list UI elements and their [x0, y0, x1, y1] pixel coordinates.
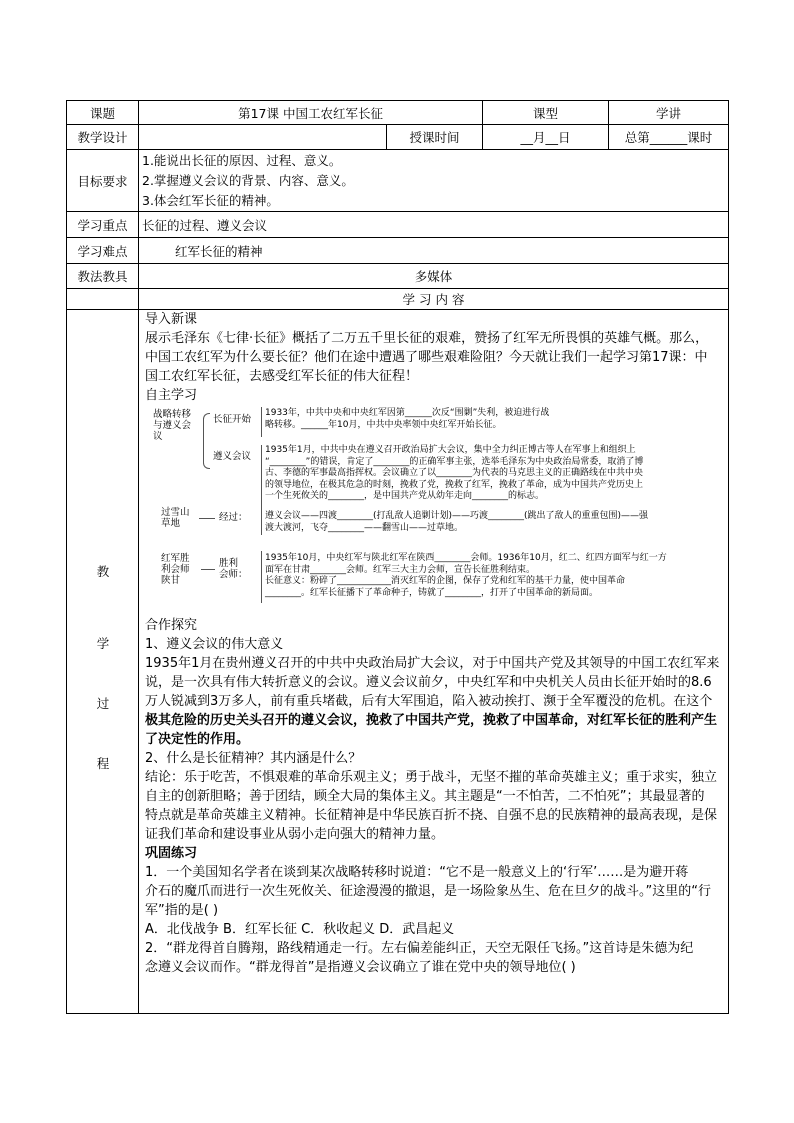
goal-item: 1.能说出长征的原因、过程、意义。 — [142, 152, 342, 168]
design-label: 教学设计 — [67, 125, 139, 150]
divider — [261, 445, 262, 509]
start-text: 1933年，中共中央和中央红军因第______次反“围剿”失利，被迫进行战 略转移。______年10月，中共中央率领中央红军开始长征。 — [265, 408, 550, 430]
process-content — [139, 310, 729, 1014]
total-label: 总第______课时 — [609, 125, 729, 150]
connector — [199, 518, 215, 519]
victory-label: 红军胜 利会师 陕甘 — [161, 553, 190, 586]
q1-line: 说，是一次具有伟大转折意义的会议。遵义会议前夕，中央红军和中央机关人员由长征开始时的8.6 — [145, 675, 712, 690]
lesson-table — [66, 100, 729, 1014]
start-label: 长征开始 — [213, 414, 252, 425]
q2-heading: 2、什么是长征精神？其内涵是什么？ — [145, 751, 362, 766]
process-side-label — [67, 310, 139, 1014]
strategic-transfer-label: 战略转移 与遵义会 议 — [153, 409, 192, 442]
intro-heading: 导入新课 — [145, 312, 198, 327]
intro-line: 展示毛泽东《七律·长征》概括了二万五千里长征的艰难，赞扬了红军无所畏惧的英雄气概。那么， — [145, 331, 709, 346]
focus-value: 长征的过程、遵义会议 — [139, 212, 729, 238]
type-label: 课型 — [483, 101, 609, 125]
q1-bold-line: 了决定性的作用。 — [145, 732, 250, 747]
difficulty-label: 学习难点 — [67, 238, 139, 264]
goal-item: 3.体会红军长征的精神。 — [142, 192, 279, 208]
topic-value: 第17课 中国工农红军长征 — [139, 101, 483, 125]
q2-line: 证我们革命和建设事业从弱小走向强大的精神力量。 — [145, 827, 445, 842]
type-value: 学讲 — [609, 101, 729, 125]
zunyi-text: 1935年1月，中共中央在遵义召开政治局扩大会议，集中全力纠正博古等人在军事上和组织上 “________”的错误，肯定了________的正确军事主张，选举毛泽东为中央政治局常委，取消了博 古、李德的军事最高指挥权。会议确立了以________为代表的马克思主义的正确路线在中共中央 的领导地位，在极其危急的时刻，挽救了党，挽救了红军，挽救了革命，成为中国共产党历史上 一个生死攸关的________，是中国共产党从幼年走向________的标志。 — [265, 445, 644, 501]
ex2-line: 2．“群龙得首自腾翔，路线精通走一行。左右偏差能纠正，天空无限任飞扬。”这首诗是朱德为纪 — [145, 941, 694, 956]
ex1-line: 军”指的是( ) — [145, 903, 219, 918]
ex1-options: A．北伐战争 B．红军长征 C．秋收起义 D．武昌起义 — [145, 922, 455, 937]
ex2-line: 念遵义会议而作。“群龙得首”是指遵义会议确立了谁在党中央的领导地位( ) — [145, 960, 576, 975]
ex1-line: 1．一个美国知名学者在谈到某次战略转移时说道：“它不是一般意义上的‘行军’……是为避开蒋 — [145, 865, 689, 880]
design-value — [139, 125, 387, 150]
meet-text: 1935年10月，中央红军与陕北红军在陕西________会师。1936年10月，红二、红四方面军与红一方 面军在甘肃________会师。红军三大主力会师，宣告长征胜利结束。 长征意义：粉碎了____________消灭红军的企图，保存了党和红军的基干力量，使中国革命 ________。红军长征播下了革命种子，铸就了________，打开了中国革命的新局面。 — [265, 553, 667, 598]
goals-list — [139, 150, 729, 212]
zunyi-label: 遵义会议 — [213, 451, 252, 462]
topic-label: 课题 — [67, 101, 139, 125]
practice-heading: 巩固练习 — [145, 846, 198, 861]
meet-label: 胜利 会师： — [219, 558, 248, 580]
difficulty-value: 红军长征的精神 — [139, 238, 729, 264]
q1-line: 万人锐减到3万多人，前有重兵堵截，后有大军围追，陷入被动挨打、濒于全军覆没的危机。在这个 — [145, 694, 713, 709]
snow-grassland-label: 过雪山 草地 — [161, 507, 190, 529]
tools-label: 教法教具 — [67, 264, 139, 289]
self-study-heading: 自主学习 — [145, 388, 198, 403]
intro-section — [145, 310, 724, 405]
content-title-blank — [67, 289, 139, 310]
process-text: 遵义会议——四渡________(打乱敌人追剿计划)——巧渡________(跳出了敌人的重重包围)——强 渡大渡河，飞夺________——翻雪山——过草地。 — [265, 511, 649, 533]
q1-line: 1935年1月在贵州遵义召开的中共中央政治局扩大会议，对于中国共产党及其领导的中国工农红军来 — [145, 656, 720, 671]
content-title: 学 习 内 容 — [139, 289, 729, 310]
q2-line: 结论：乐于吃苦，不惧艰难的革命乐观主义；勇于战斗，无坚不摧的革命英雄主义；重于求实，独立 — [145, 770, 718, 785]
goal-item: 2.掌握遵义会议的背景、内容、意义。 — [142, 172, 354, 188]
intro-line: 国工农红军长征，去感受红军长征的伟大征程！ — [145, 369, 419, 384]
coop-heading: 合作探究 — [145, 618, 198, 633]
side-char: 学 — [96, 636, 110, 651]
goals-label: 目标要求 — [67, 150, 139, 212]
date-value: __月__日 — [483, 125, 609, 150]
q2-line: 自主的创新胆略；善于团结，顾全大局的集体主义。其主题是“一不怕苦，二不怕死”；其最显著的 — [145, 789, 705, 804]
divider — [261, 551, 262, 603]
divider — [261, 407, 262, 437]
bracket — [203, 413, 210, 469]
process-label: 经过： — [219, 512, 248, 523]
q2-line: 特点就是革命英雄主义精神。长征精神是中华民族百折不挠、自强不息的民族精神的最高表现，是保 — [145, 808, 718, 823]
focus-label: 学习重点 — [67, 212, 139, 238]
connector — [201, 569, 215, 570]
intro-line: 中国工农红军为什么要长征？他们在途中遭遇了哪些艰难险阻？今天就让我们一起学习第17课：中 — [145, 350, 708, 365]
cooperation-section — [145, 616, 724, 977]
long-march-diagram — [149, 405, 729, 620]
tools-value: 多媒体 — [139, 264, 729, 289]
q1-heading: 1、遵义会议的伟大意义 — [145, 637, 284, 652]
lesson-plan-page — [66, 100, 728, 1014]
side-char: 程 — [96, 756, 110, 771]
time-label: 授课时间 — [387, 125, 483, 150]
side-char: 过 — [96, 696, 110, 711]
ex1-line: 介石的魔爪而进行一次生死攸关、征途漫漫的撤退，是一场险象丛生、危在旦夕的战斗。”这里的“行 — [145, 884, 711, 899]
side-char: 教 — [96, 564, 110, 579]
q1-bold-line: 极其危险的历史关头召开的遵义会议，挽救了中国共产党，挽救了中国革命，对红军长征的胜利产生 — [145, 713, 718, 728]
divider — [261, 509, 262, 535]
